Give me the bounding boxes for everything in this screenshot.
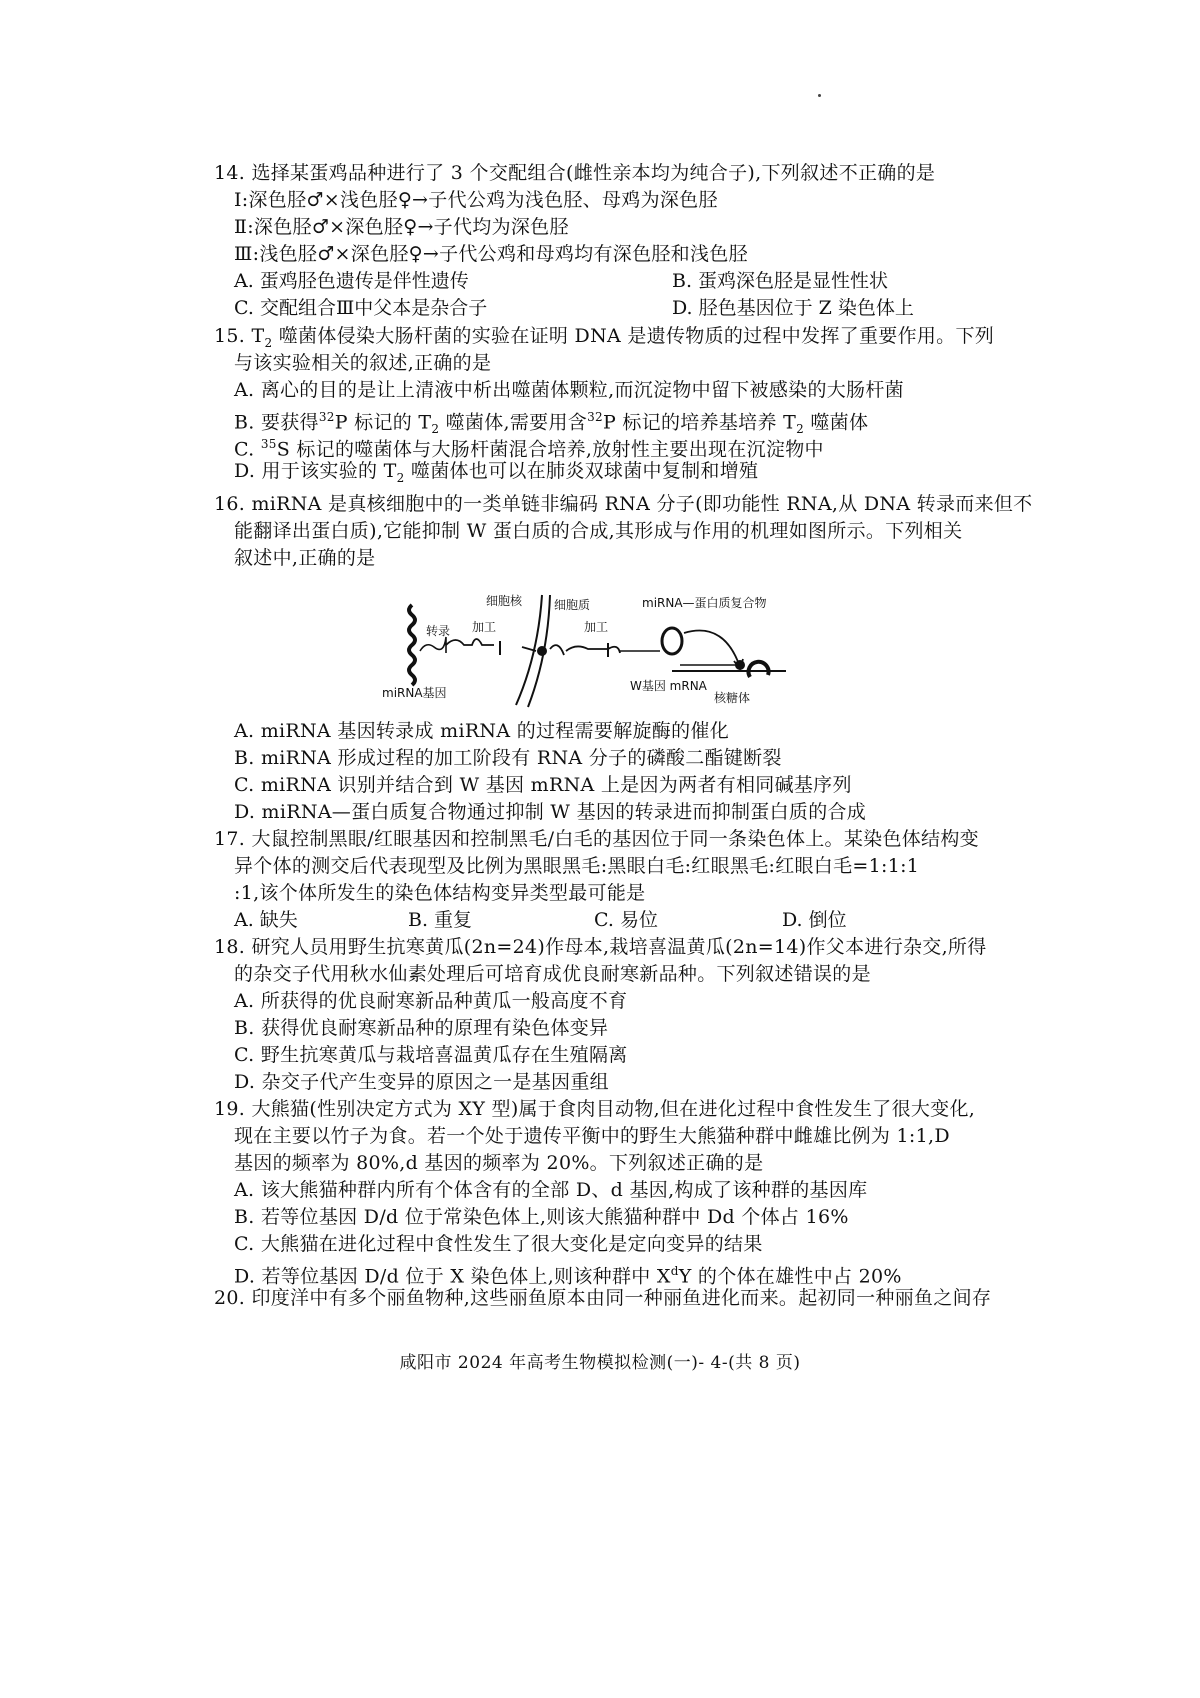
- mirna-protein-complex: [662, 628, 682, 654]
- q15-option-b: B. 要获得$^{32}$P 标记的 $T_2$ 噬菌体,需要用含$^{32}$P 标记的培养基培养 $T_2$ 噬菌体: [234, 410, 869, 437]
- q18-stem-line2: 的杂交子代用秋水仙素处理后可培育成优良耐寒新品种。下列叙述错误的是: [234, 963, 871, 985]
- q17-stem-line1: 17. 大鼠控制黑眼/红眼基因和控制黑毛/白毛的基因位于同一条染色体上。某染色体结构变: [214, 828, 979, 850]
- q14-cross-2: Ⅱ:深色胫♂×深色胫♀→子代均为深色胫: [234, 216, 569, 238]
- page-footer: 咸阳市 2024 年高考生物模拟检测(一)- 4-(共 8 页): [399, 1353, 801, 1373]
- q16-option-c: C. miRNA 识别并结合到 W 基因 mRNA 上是因为两者有相同碱基序列: [234, 774, 852, 796]
- q16-option-a: A. miRNA 基因转录成 miRNA 的过程需要解旋酶的催化: [234, 720, 730, 742]
- q19-option-b: B. 若等位基因 D/d 位于常染色体上,则该大熊猫种群中 Dd 个体占 16%: [234, 1206, 849, 1228]
- q17-stem-line2: 异个体的测交后代表现型及比例为黑眼黑毛:黑眼白毛:红眼黑毛:红眼白毛=1:1:1: [234, 855, 920, 877]
- q17-option-c: C. 易位: [594, 909, 658, 931]
- q15-stem-line2: 与该实验相关的叙述,正确的是: [234, 352, 492, 374]
- label-processing-2: 加工: [584, 620, 609, 634]
- q18-option-d: D. 杂交子代产生变异的原因之一是基因重组: [234, 1071, 609, 1093]
- q14-option-b: B. 蛋鸡深色胫是显性性状: [672, 270, 889, 292]
- transcription-arrow: [420, 637, 446, 653]
- q14-option-c: C. 交配组合Ⅲ中父本是杂合子: [234, 297, 488, 319]
- q18-option-b: B. 获得优良耐寒新品种的原理有染色体变异: [234, 1017, 609, 1039]
- q16-stem-line3: 叙述中,正确的是: [234, 547, 376, 569]
- q20-stem-line1: 20. 印度洋中有多个丽鱼物种,这些丽鱼原本由同一种丽鱼进化而来。起初同一种丽鱼之间存: [214, 1287, 992, 1309]
- q15-option-a: A. 离心的目的是让上清液中析出噬菌体颗粒,而沉淀物中留下被感染的大肠杆菌: [234, 379, 904, 401]
- mirna-gene-dna: [409, 605, 415, 685]
- q17-option-a: A. 缺失: [234, 909, 298, 931]
- q19-stem-line3: 基因的频率为 80%,d 基因的频率为 20%。下列叙述正确的是: [234, 1152, 764, 1174]
- q14-option-d: D. 胫色基因位于 Z 染色体上: [672, 297, 914, 319]
- scan-speck: [818, 94, 821, 97]
- q19-stem-line2: 现在主要以竹子为食。若一个处于遗传平衡中的野生大熊猫种群中雌雄比例为 1:1,D: [234, 1125, 950, 1147]
- q16-option-d: D. miRNA—蛋白质复合物通过抑制 W 基因的转录进而抑制蛋白质的合成: [234, 801, 867, 823]
- label-ribosome: 核糖体: [714, 691, 751, 705]
- q19-option-c: C. 大熊猫在进化过程中食性发生了很大变化是定向变异的结果: [234, 1233, 763, 1255]
- label-transcription: 转录: [426, 624, 451, 638]
- mirna-mechanism-diagram: [380, 585, 810, 715]
- q16-stem-line2: 能翻译出蛋白质),它能抑制 W 蛋白质的合成,其形成与作用的机理如图所示。下列相关: [234, 520, 963, 542]
- q15-option-c: C. $^{35}$S 标记的噬菌体与大肠杆菌混合培养,放射性主要出现在沉淀物中: [234, 437, 824, 461]
- ribosome: [749, 662, 769, 677]
- q17-stem-line3: :1,该个体所发生的染色体结构变异类型最可能是: [234, 882, 646, 904]
- q18-option-c: C. 野生抗寒黄瓜与栽培喜温黄瓜存在生殖隔离: [234, 1044, 628, 1066]
- label-nucleus: 细胞核: [486, 594, 523, 608]
- label-cytoplasm: 细胞质: [554, 598, 591, 612]
- q18-stem-line1: 18. 研究人员用野生抗寒黄瓜(2n=24)作母本,栽培喜温黄瓜(2n=14)作父本进行杂交,所得: [214, 936, 987, 958]
- q14-cross-1: Ⅰ:深色胫♂×浅色胫♀→子代公鸡为浅色胫、母鸡为深色胫: [234, 189, 718, 211]
- q19-option-d: D. 若等位基因 D/d 位于 X 染色体上,则该种群中 $X^dY$ 的个体在雄性中占 20%: [234, 1264, 902, 1288]
- pre-mirna: [566, 646, 620, 653]
- q19-stem-line1: 19. 大熊猫(性别决定方式为 XY 型)属于食肉目动物,但在进化过程中食性发生了很大变化,: [214, 1098, 976, 1120]
- q18-option-a: A. 所获得的优良耐寒新品种黄瓜一般高度不育: [234, 990, 628, 1012]
- pri-mirna: [446, 639, 494, 645]
- q17-option-d: D. 倒位: [782, 909, 847, 931]
- q16-stem-line1: 16. miRNA 是真核细胞中的一类单链非编码 RNA 分子(即功能性 RNA,从 DNA 转录而来但不: [214, 493, 1033, 515]
- binding-arrow: [684, 631, 740, 667]
- q16-option-b: B. miRNA 形成过程的加工阶段有 RNA 分子的磷酸二酯键断裂: [234, 747, 782, 769]
- q17-option-b: B. 重复: [408, 909, 473, 931]
- q15-stem-line1: 15. $T_2$ 噬菌体侵染大肠杆菌的实验在证明 DNA 是遗传物质的过程中发挥了重要作用。下列: [214, 325, 995, 350]
- label-mirna-gene: miRNA基因: [382, 686, 447, 700]
- q15-option-d: D. 用于该实验的 $T_2$ 噬菌体也可以在肺炎双球菌中复制和增殖: [234, 460, 759, 485]
- q14-stem: 14. 选择某蛋鸡品种进行了 3 个交配组合(雌性亲本均为纯合子),下列叙述不正确的是: [214, 162, 936, 184]
- label-processing-1: 加工: [472, 620, 497, 634]
- label-w-gene-mrna: W基因 mRNA: [630, 679, 707, 693]
- q14-option-a: A. 蛋鸡胫色遗传是伴性遗传: [234, 270, 469, 292]
- nuclear-pore: [537, 646, 547, 656]
- q19-option-a: A. 该大熊猫种群内所有个体含有的全部 D、d 基因,构成了该种群的基因库: [234, 1179, 868, 1201]
- label-complex: miRNA—蛋白质复合物: [642, 596, 767, 610]
- q14-cross-3: Ⅲ:浅色胫♂×深色胫♀→子代公鸡和母鸡均有深色胫和浅色胫: [234, 243, 748, 265]
